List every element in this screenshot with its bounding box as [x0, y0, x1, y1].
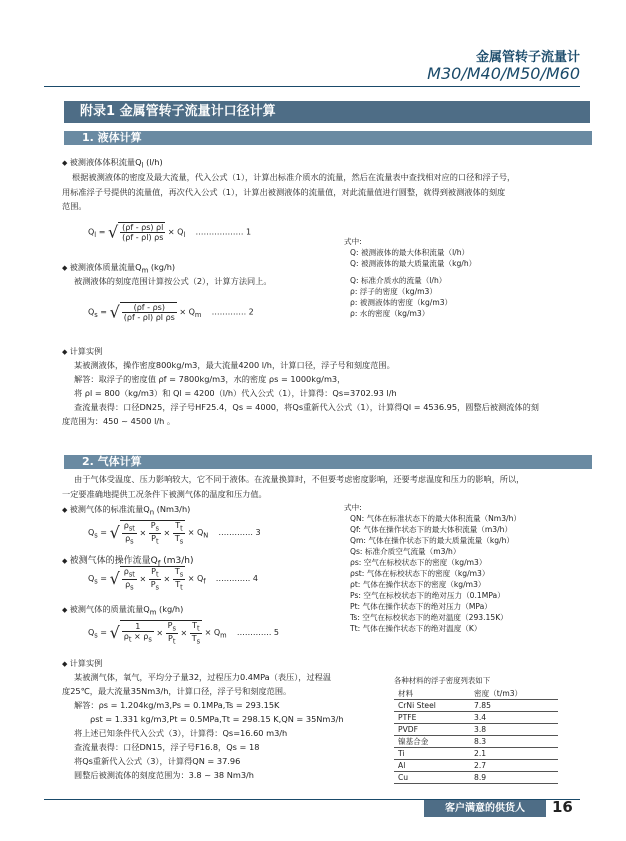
liquid-mass-sub: m	[141, 266, 149, 275]
legend-item: Qf: 气体在操作状态下的最大体积流量（m3/h）	[350, 525, 513, 534]
liquid-para-line: 用标准浮子号提供的流量值，再次代入公式（1），计算出被测液体的流量值，对此流量值进行圆整，就得到被测液体的刻度	[62, 186, 506, 197]
material-table	[394, 688, 558, 784]
example-line: 度范围为：450 ~ 4500 l/h 。	[62, 416, 176, 426]
legend-title: 式中:	[344, 503, 362, 512]
footer-slogan: 客户满意的供货人	[424, 800, 546, 817]
legend-item: QN: 气体在标准状态下的最大体积流量（Nm3/h）	[350, 514, 522, 523]
example-line: 将Qs重新代入公式（3），计算得QN = 37.96	[74, 756, 241, 766]
gas-mass-unit: (kg/h)	[156, 604, 184, 614]
sqrt-icon: √	[109, 302, 120, 322]
formula-2-lhs-sub: s	[94, 311, 98, 320]
table-cell: 8.3	[470, 736, 558, 748]
example-line: 查流量表得：口径DN15，浮子号F16.8，Qs = 18	[74, 742, 260, 752]
table-row	[394, 772, 558, 784]
legend-item: Qm: 气体在操作状态下的最大质量流量（kg/h）	[350, 536, 515, 545]
header-divider	[44, 86, 580, 87]
sqrt-icon: √	[107, 222, 119, 242]
example-line: 将上述已知条件代入公式（3），计算得：Qs=16.60 m3/h	[74, 728, 288, 738]
gas-standard-sub: n	[149, 508, 155, 517]
formula-5: $Q_s$ = √ $\frac{1}{\rho_t \times \rho_s}$ × $\frac{P_s}{P_t}$ × $\frac{T_t}{T_s}$ × $Q_m$ …………. 5	[88, 621, 279, 646]
example-line: 度25℃，最大流量35Nm3/h，计算口径，浮子号和刻度范围。	[62, 686, 292, 696]
formula-2-numerator: (ρf - ρs)	[122, 303, 177, 313]
header-title: 金属管转子流量计	[475, 50, 580, 65]
gas-legend	[344, 502, 521, 634]
table-row	[394, 748, 558, 760]
gas-example	[62, 670, 344, 782]
example-line: 圆整后被测流体的刻度范围为：3.8 ~ 38 Nm3/h	[74, 770, 254, 780]
table-title: 各种材料的浮子密度列表如下	[394, 676, 491, 685]
sqrt-icon: √	[109, 569, 120, 589]
table-cell: 3.4	[470, 712, 558, 724]
example-line: 某被测液体，操作密度800kg/m3，最大流量4200 l/h，计算口径，浮子号和刻度范围。	[74, 360, 395, 370]
formula-1-numerator: (ρf - ρs) ρl	[122, 223, 164, 232]
gas-mass-label: 被测气体的质量流量Q	[69, 604, 150, 614]
legend-item: Ts: 空气在标校状态下的绝对温度（293.15K）	[350, 613, 508, 622]
table-header-row	[394, 688, 558, 700]
table-cell: PVDF	[394, 724, 470, 736]
gas-operating-sub: f	[157, 558, 161, 568]
formula-2-number: …………. 2	[211, 307, 254, 317]
formula-2-tail: × Q	[179, 307, 195, 317]
formula-4: $Q_s$ = √ $\frac{\rho_{st}}{\rho_s}$ × $\frac{P_t}{P_s}$ × $\frac{T_s}{T_t}$ × $Q_f$ …………. 4	[88, 567, 258, 592]
liquid-legend	[344, 236, 476, 319]
table-header: 密度（t/m3）	[470, 688, 558, 700]
formula-2: $Q_s$ = √ $\frac{(\rho f - \rho s)}{\text{(ρf - ρl) ρl ρs}}$ × $Q_m$ …………. 2	[88, 302, 254, 322]
table-cell: Ti	[394, 748, 470, 760]
legend-item: ρt: 气体在操作状态下的密度（kg/m3）	[350, 580, 486, 589]
formula-4-number: …………. 4	[215, 574, 258, 584]
formula-5-number: …………. 5	[236, 628, 279, 638]
legend-item: Tt: 气体在操作状态下的绝对温度（K）	[350, 624, 482, 633]
formula-2-lhs: Q	[88, 307, 95, 317]
liquid-mass-label: 被测液体质量流量Q	[69, 262, 142, 272]
liquid-para-line: 范围。	[62, 201, 87, 211]
gas-example-title: ◆ 计算实例	[62, 656, 102, 671]
example-line: ρst = 1.331 kg/m3,Pt = 0.5MPa,Tt = 298.15 K,QN = 35Nm3/h	[90, 714, 344, 724]
table-row	[394, 760, 558, 772]
liquid-volume-label: 被测液体体积流量Q	[69, 157, 142, 167]
legend-item: Ps: 空气在标校状态下的绝对压力（0.1MPa）	[350, 591, 505, 600]
formula-1-tail-sub: l	[183, 231, 186, 240]
sqrt-icon: √	[109, 523, 120, 543]
legend-item: ρs: 空气在标校状态下的密度（kg/m3）	[350, 558, 487, 567]
formula-3-number: …………. 3	[218, 528, 261, 538]
section1-title: 1. 液体计算	[64, 131, 592, 145]
formula-1: $Q_l$ = √ $\frac{(\rho f - \rho s) \rho l}{(\rho f - \rho l) \rho s}$ × $Q_l$ ……………… 1	[88, 222, 252, 242]
gas-operating-unit: (m3/h)	[160, 556, 194, 566]
gas-paragraph	[62, 472, 579, 501]
sqrt-icon: √	[109, 623, 120, 643]
formula-1-lhs: Q	[88, 227, 95, 237]
legend-item: Q: 被测液体的最大质量流量（kg/h）	[350, 259, 477, 268]
formula-1-lhs-sub: l	[94, 231, 97, 240]
gas-mass-sub: m	[149, 608, 157, 617]
legend-item: Qs: 标准介质空气流量（m3/h）	[350, 547, 461, 556]
legend-item: ρst: 气体在标校状态下的密度（kg/m3）	[350, 569, 490, 578]
liquid-para-line: 根据被测液体的密度及最大流量，代入公式（1），计算出标准介质水的流量，然后在流量表中查找相对应的口径和浮子号，	[72, 172, 516, 182]
gas-mass-bullet	[62, 602, 183, 620]
table-cell: PTFE	[394, 712, 470, 724]
legend-item: ρ: 浮子的密度（kg/m3）	[350, 287, 437, 296]
table-cell: 7.85	[470, 700, 558, 712]
gas-para-line: 由于气体受温度、压力影响较大，它不同于液体。在流量换算时，不但要考虑密度影响，还要考虑温度和压力的影响，所以，	[74, 474, 525, 484]
example-line: 将 ρl = 800（kg/m3）和 Ql = 4200（l/h）代入公式（1），计算得：Qs=3702.93 l/h	[74, 388, 397, 398]
table-cell: Al	[394, 760, 470, 772]
table-cell: 3.8	[470, 724, 558, 736]
page-number: 16	[552, 798, 573, 816]
legend-item: ρ: 水的密度（kg/m3）	[350, 309, 430, 318]
example-line: 查流量表得：口径DN25，浮子号HF25.4，Qs = 4000，将Qs重新代入公式（1），计算得Ql = 4536.95，圆整后被测流体的刻	[74, 402, 539, 412]
legend-item: Pt: 气体在操作状态下的绝对压力（MPa）	[350, 602, 492, 611]
liquid-mass-unit: (kg/h)	[148, 262, 176, 272]
legend-title: 式中:	[344, 237, 362, 246]
formula-3: $Q_s$ = √ $\frac{\rho_{st}}{\rho_s}$ × $\frac{P_s}{P_t}$ × $\frac{T_t}{T_s}$ × $Q_N$ …………. 3	[88, 521, 261, 546]
gas-standard-label: 被测气体的标准流量Q	[69, 504, 150, 514]
formula-2-denominator: (ρf - ρl) ρl ρs	[123, 313, 175, 322]
liquid-volume-unit: (l/h)	[143, 157, 163, 167]
appendix-title: 附录1 金属管转子流量计口径计算	[64, 101, 590, 123]
section2-title: 2. 气体计算	[64, 455, 592, 469]
table-row	[394, 712, 558, 724]
liquid-paragraph	[62, 170, 577, 214]
liquid-example-title: ◆ 计算实例	[62, 344, 102, 359]
liquid-example	[62, 358, 539, 428]
table-row	[394, 736, 558, 748]
table-cell: 镍基合金	[394, 736, 470, 748]
legend-item: ρ: 被测液体的密度（kg/m3）	[350, 298, 453, 307]
formula-1-number: ……………… 1	[195, 227, 252, 237]
table-header: 材料	[394, 688, 470, 700]
formula-2-tail-sub: m	[194, 311, 202, 320]
header-models: M30/M40/M50/M60	[427, 64, 580, 83]
table-cell: CrNi Steel	[394, 700, 470, 712]
formula-1-denominator: (ρf - ρl) ρs	[122, 233, 164, 242]
example-line: 某被测气体，氧气，平均分子量32，过程压力0.4MPa（表压），过程温	[74, 672, 332, 682]
table-cell: Cu	[394, 772, 470, 784]
table-row	[394, 724, 558, 736]
table-cell: 2.1	[470, 748, 558, 760]
gas-operating-label: 被测气体的操作流量Q	[69, 556, 158, 566]
table-row	[394, 700, 558, 712]
legend-item: Q: 标准介质水的流量（l/h）	[350, 276, 447, 285]
table-cell: 2.7	[470, 760, 558, 772]
example-line: 解答：ρs = 1.204kg/m3,Ps = 0.1MPa,Ts = 293.15K	[74, 700, 280, 710]
legend-item: Q: 被测液体的最大体积流量（l/h）	[350, 248, 470, 257]
liquid-mass-note: 被测液体的刻度范围计算按公式（2），计算方法同上。	[74, 276, 272, 286]
liquid-volume-sub: l	[141, 161, 144, 170]
gas-standard-unit: (Nm3/h)	[154, 504, 191, 514]
table-cell: 8.9	[470, 772, 558, 784]
formula-1-tail: × Q	[167, 227, 184, 237]
gas-para-line: 一定要准确地提供工况条件下被测气体的温度和压力值。	[62, 488, 267, 499]
example-line: 解答：取浮子的密度值 ρf = 7800kg/m3，水的密度 ρs = 1000kg/m3，	[74, 374, 346, 384]
